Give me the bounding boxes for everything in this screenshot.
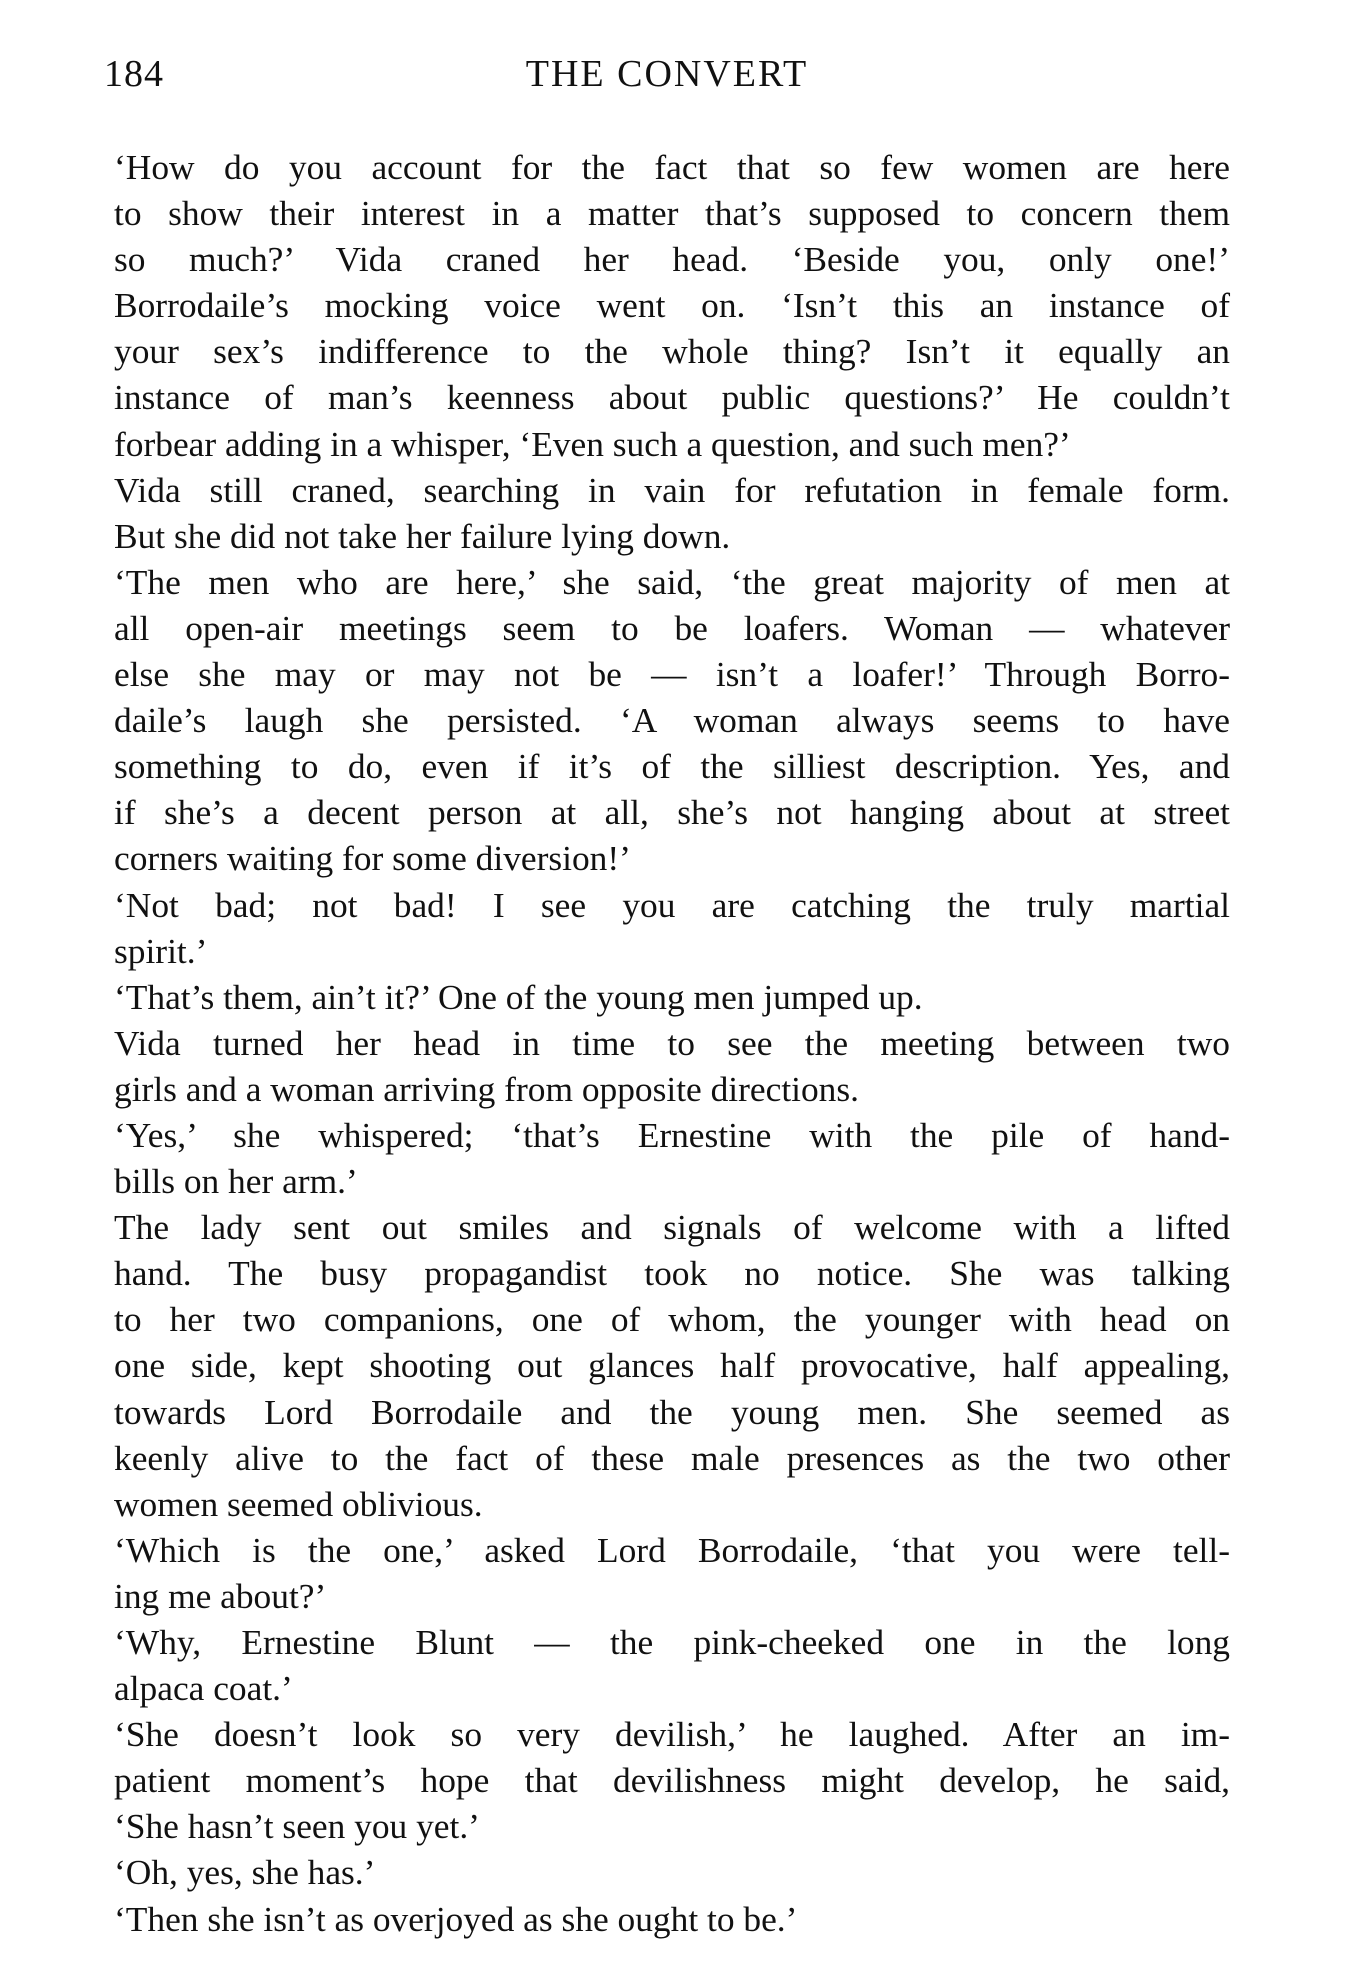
text-line: But she did not take her failure lying down. bbox=[114, 515, 731, 556]
line-box bbox=[114, 651, 1230, 697]
text-line: your sex’s indifference to the whole thing? Isn’t it equally an bbox=[114, 331, 1230, 372]
text-line: hand. The busy propagandist took no notice. She was talking bbox=[114, 1253, 1230, 1294]
paragraph bbox=[114, 144, 1230, 467]
paragraph bbox=[114, 1896, 1230, 1942]
text-line: patient moment’s hope that devilishness might develop, he said, bbox=[114, 1760, 1230, 1801]
text-line: to her two companions, one of whom, the younger with head on bbox=[114, 1299, 1230, 1340]
line-box bbox=[114, 974, 1230, 1020]
paragraph bbox=[114, 1112, 1230, 1204]
text-line: forbear adding in a whisper, ‘Even such a question, and such men?’ bbox=[114, 423, 1071, 464]
paragraph bbox=[114, 467, 1230, 559]
paragraph bbox=[114, 1204, 1230, 1527]
line-box bbox=[114, 190, 1230, 236]
line-box bbox=[114, 789, 1230, 835]
paragraph bbox=[114, 559, 1230, 882]
line-box bbox=[114, 513, 1230, 559]
text-line: ‘Yes,’ she whispered; ‘that’s Ernestine with the pile of hand- bbox=[114, 1114, 1230, 1155]
text-line: women seemed oblivious. bbox=[114, 1483, 483, 1524]
line-box bbox=[114, 282, 1230, 328]
text-line: ‘She doesn’t look so very devilish,’ he laughed. After an im- bbox=[114, 1714, 1230, 1755]
text-line: ‘Oh, yes, she has.’ bbox=[114, 1852, 376, 1893]
line-box bbox=[114, 1250, 1230, 1296]
text-line: ‘She hasn’t seen you yet.’ bbox=[114, 1806, 480, 1847]
page-number: 184 bbox=[104, 53, 164, 95]
text-line: something to do, even if it’s of the silliest description. Yes, and bbox=[114, 746, 1230, 787]
text-line: alpaca coat.’ bbox=[114, 1668, 293, 1709]
text-line: ‘Which is the one,’ asked Lord Borrodaile, ‘that you were tell- bbox=[114, 1529, 1230, 1570]
text-line: ‘Not bad; not bad! I see you are catching the truly martial bbox=[114, 884, 1230, 925]
line-box bbox=[114, 1527, 1230, 1573]
text-line: spirit.’ bbox=[114, 930, 208, 971]
paragraph bbox=[114, 882, 1230, 974]
text-line: keenly alive to the fact of these male presences as the two other bbox=[114, 1437, 1230, 1478]
line-box bbox=[114, 697, 1230, 743]
text-line: else she may or may not be — isn’t a loafer!’ Through Borro- bbox=[114, 654, 1230, 695]
line-box bbox=[114, 236, 1230, 282]
line-box bbox=[114, 421, 1230, 467]
line-box bbox=[114, 467, 1230, 513]
text-line: ‘That’s them, ain’t it?’ One of the young men jumped up. bbox=[114, 976, 923, 1017]
text-line: one side, kept shooting out glances half provocative, half appealing, bbox=[114, 1345, 1230, 1386]
paragraph bbox=[114, 1020, 1230, 1112]
line-box bbox=[114, 328, 1230, 374]
text-line: daile’s laugh she persisted. ‘A woman always seems to have bbox=[114, 700, 1230, 741]
text-line: towards Lord Borrodaile and the young men. She seemed as bbox=[114, 1391, 1230, 1432]
line-box bbox=[114, 605, 1230, 651]
line-box bbox=[114, 928, 1230, 974]
line-box bbox=[114, 1112, 1230, 1158]
line-box bbox=[114, 1896, 1230, 1942]
running-title: THE CONVERT bbox=[525, 53, 809, 95]
line-box bbox=[114, 1481, 1230, 1527]
paragraph bbox=[114, 974, 1230, 1020]
text-line: ‘Why, Ernestine Blunt — the pink-cheeked one in the long bbox=[114, 1622, 1230, 1662]
text-line: ing me about?’ bbox=[114, 1575, 327, 1616]
text-line: ‘The men who are here,’ she said, ‘the great majority of men at bbox=[114, 561, 1230, 602]
text-line: girls and a woman arriving from opposite directions. bbox=[114, 1068, 860, 1109]
body-text bbox=[114, 144, 1230, 1942]
line-box bbox=[114, 1066, 1230, 1112]
text-line: Vida turned her head in time to see the meeting between two bbox=[114, 1022, 1230, 1063]
line-box bbox=[114, 1849, 1230, 1895]
line-box bbox=[114, 374, 1230, 420]
text-line: The lady sent out smiles and signals of welcome with a lifted bbox=[114, 1207, 1230, 1248]
line-box bbox=[114, 1619, 1230, 1665]
text-line: to show their interest in a matter that’s supposed to concern them bbox=[114, 193, 1230, 234]
paragraph bbox=[114, 1849, 1230, 1895]
text-line: so much?’ Vida craned her head. ‘Beside you, only one!’ bbox=[114, 239, 1230, 280]
paragraph bbox=[114, 1619, 1230, 1711]
line-box bbox=[114, 1711, 1230, 1757]
line-box bbox=[114, 1204, 1230, 1250]
line-box bbox=[114, 1389, 1230, 1435]
text-line: Borrodaile’s mocking voice went on. ‘Isn’t this an instance of bbox=[114, 285, 1230, 326]
paragraph bbox=[114, 1711, 1230, 1849]
text-line: ‘Then she isn’t as overjoyed as she ought to be.’ bbox=[114, 1898, 798, 1939]
line-box bbox=[114, 1757, 1230, 1803]
text-line: Vida still craned, searching in vain for refutation in female form. bbox=[114, 469, 1230, 510]
line-box bbox=[114, 743, 1230, 789]
text-line: if she’s a decent person at all, she’s not hanging about at street bbox=[114, 792, 1230, 833]
text-line: corners waiting for some diversion!’ bbox=[114, 838, 631, 879]
line-box bbox=[114, 1342, 1230, 1388]
text-line: all open-air meetings seem to be loafers. Woman — whatever bbox=[114, 607, 1230, 648]
line-box bbox=[114, 1158, 1230, 1204]
text-line: bills on her arm.’ bbox=[114, 1161, 358, 1202]
line-box bbox=[114, 1020, 1230, 1066]
line-box bbox=[114, 1435, 1230, 1481]
line-box bbox=[114, 1573, 1230, 1619]
line-box bbox=[114, 559, 1230, 605]
line-box bbox=[114, 882, 1230, 928]
text-line: ‘How do you account for the fact that so few women are here bbox=[114, 147, 1230, 187]
text-line: instance of man’s keenness about public questions?’ He couldn’t bbox=[114, 377, 1230, 418]
line-box bbox=[114, 1296, 1230, 1342]
line-box bbox=[114, 1665, 1230, 1711]
line-box bbox=[114, 835, 1230, 881]
page-header bbox=[104, 52, 1230, 112]
line-box bbox=[114, 1803, 1230, 1849]
line-box bbox=[114, 144, 1230, 190]
paragraph bbox=[114, 1527, 1230, 1619]
